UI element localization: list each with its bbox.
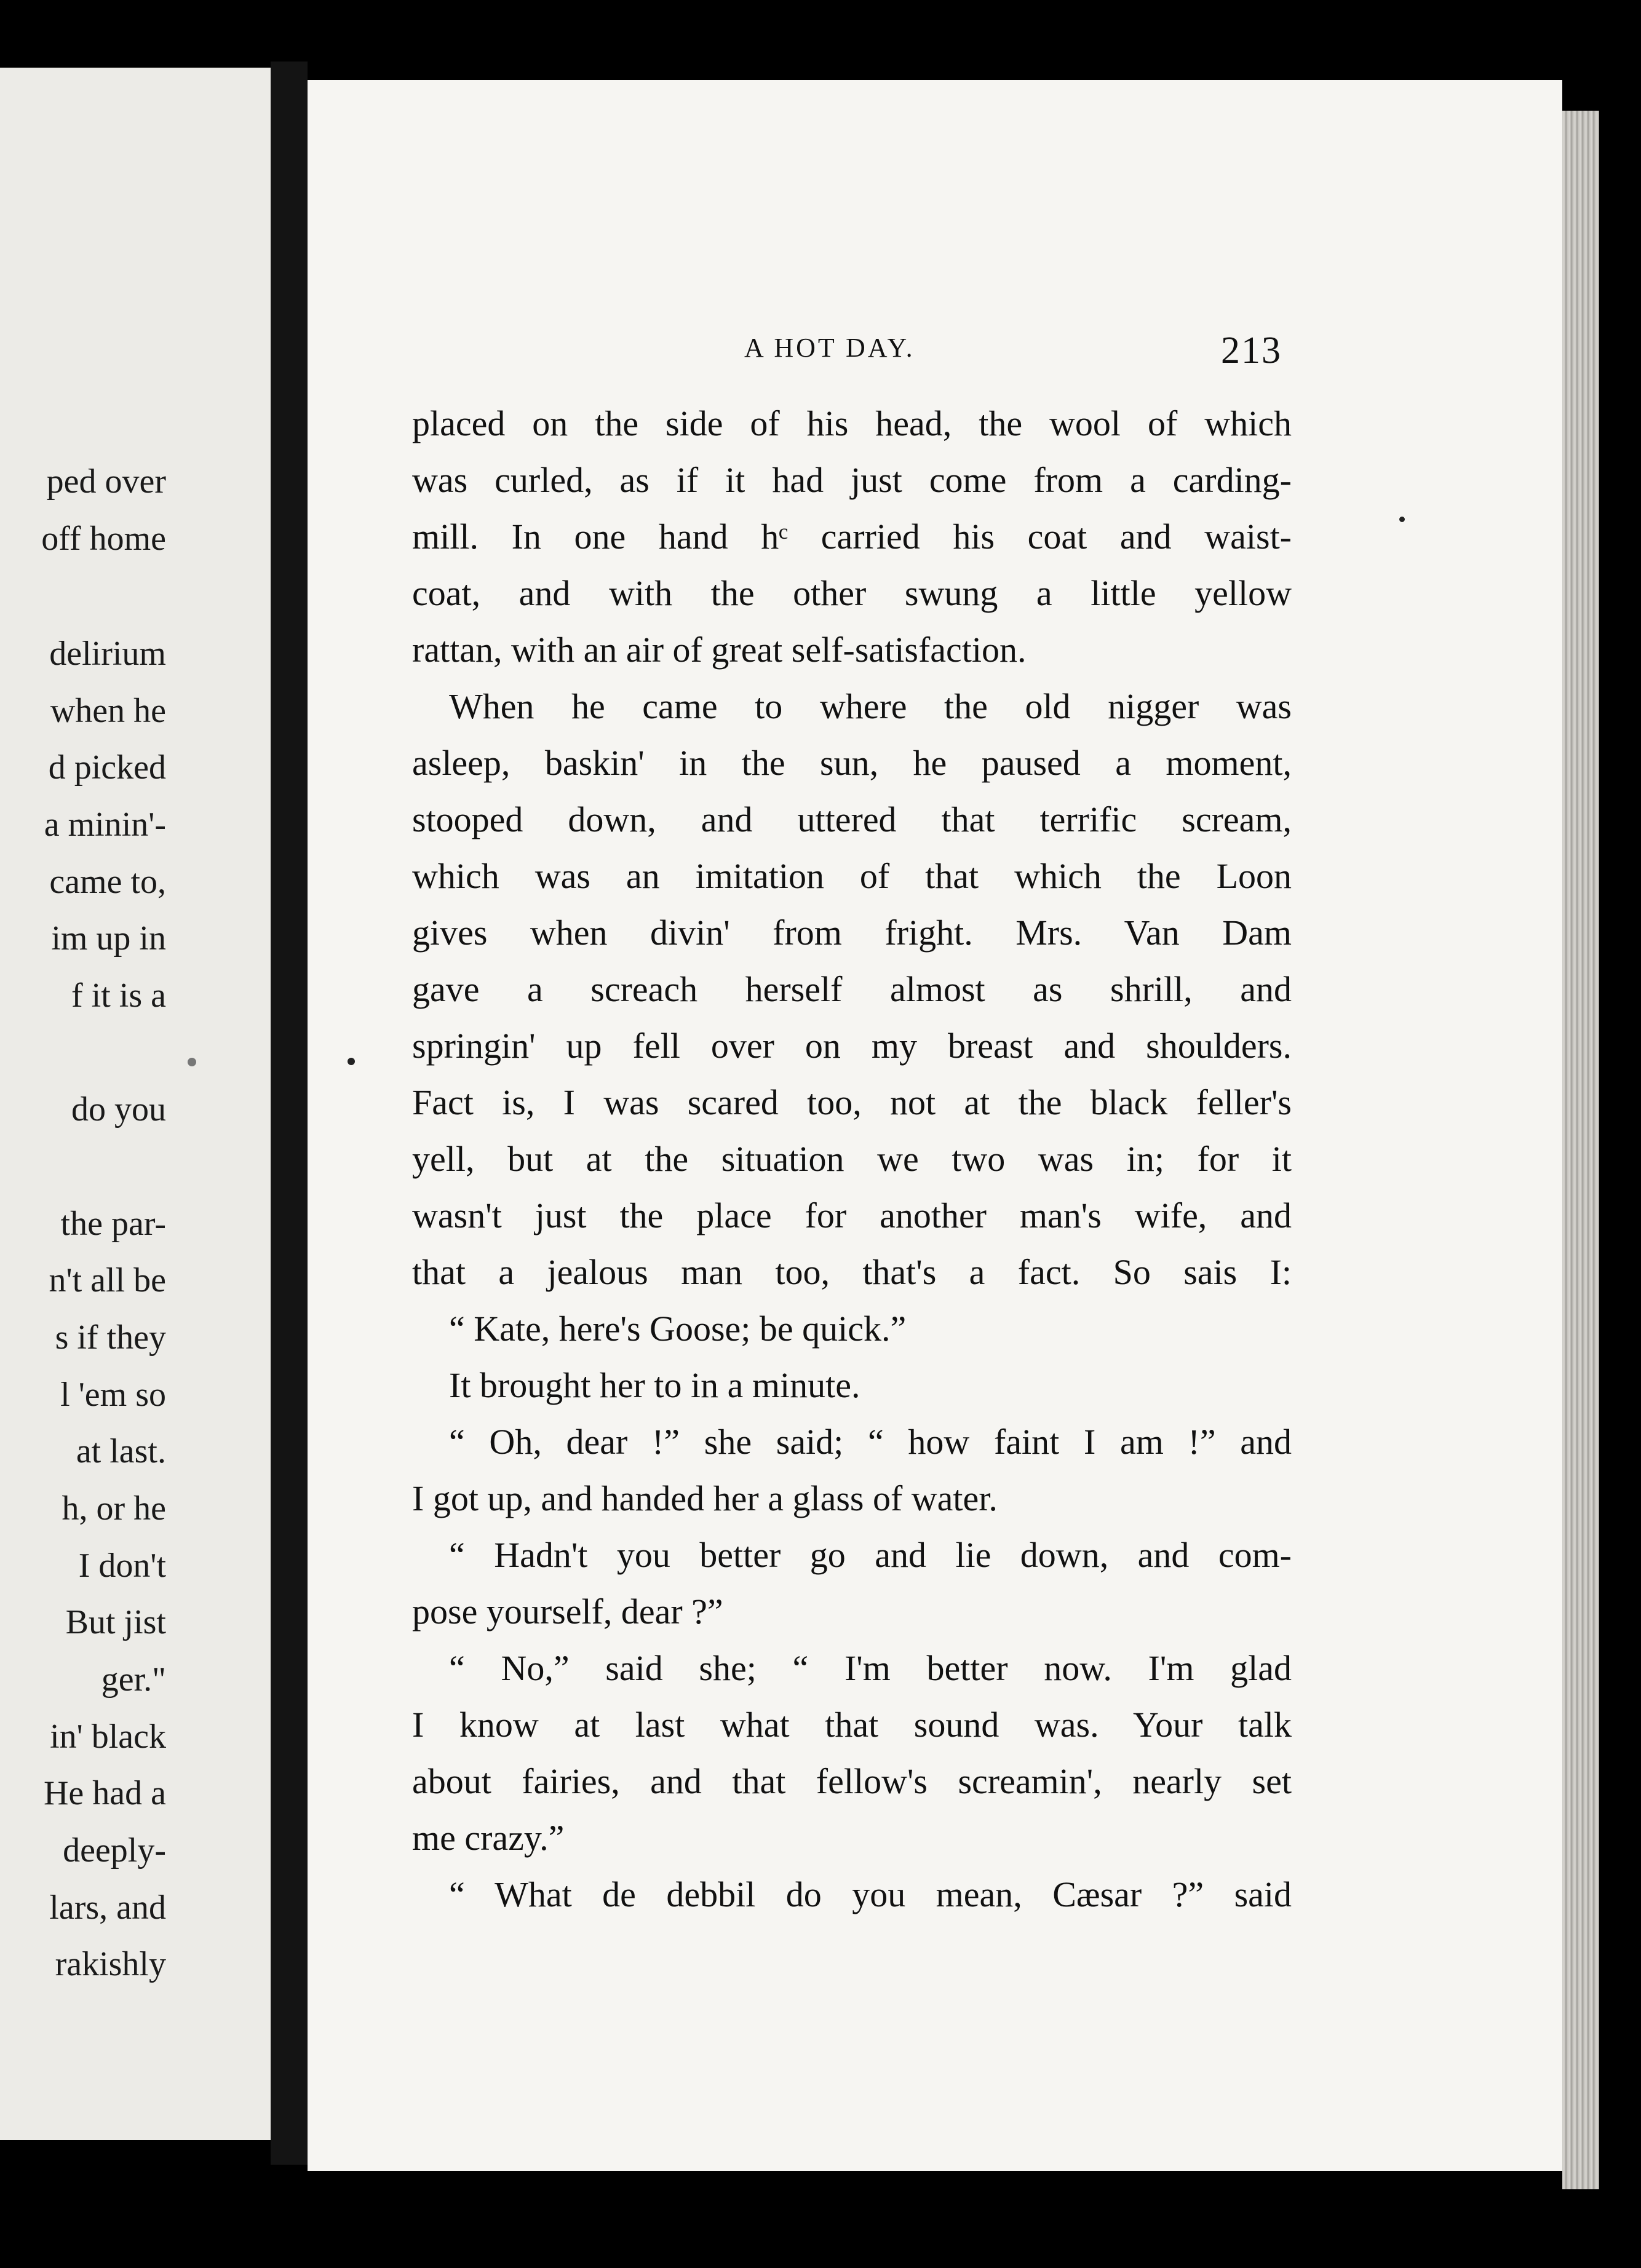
running-head: A HOT DAY.: [744, 333, 915, 363]
text-line: “ No,” said she; “ I'm better now. I'm glad: [449, 1648, 1292, 1688]
text-line: that a jealous man too, that's a fact. So sais I:: [412, 1252, 1292, 1292]
left-page-line: a minin'-: [44, 806, 166, 844]
left-page-line: d picked: [48, 748, 166, 787]
left-page-line: lars, and: [49, 1889, 166, 1927]
text-line: was curled, as if it had just come from a carding-: [412, 460, 1292, 500]
text-line: wasn't just the place for another man's wife, and: [412, 1195, 1292, 1235]
ink-speck: [1399, 517, 1405, 522]
text-line: coat, and with the other swung a little yellow: [412, 573, 1292, 613]
text-line: Fact is, I was scared too, not at the black feller's: [412, 1082, 1292, 1122]
left-page-line: delirium: [49, 635, 166, 673]
left-page-line: deeply-: [63, 1831, 166, 1870]
left-page-line: But jist: [65, 1603, 166, 1641]
text-line: pose yourself, dear ?”: [412, 1592, 723, 1632]
page-edge: [1562, 111, 1599, 2189]
text-line: yell, but at the situation we two was in; for it: [412, 1139, 1292, 1179]
left-page-line: do you: [71, 1090, 166, 1128]
left-page-line: I don't: [78, 1547, 166, 1585]
text-line: “ Oh, dear !” she said; “ how faint I am !” and: [449, 1422, 1292, 1462]
left-page-line: im up in: [51, 919, 166, 958]
text-line: “ What de debbil do you mean, Cæsar ?” said: [449, 1874, 1292, 1914]
text-line: rattan, with an air of great self-satisfaction.: [412, 630, 1027, 670]
text-line: mill. In one hand hᶜ carried his coat and waist-: [412, 517, 1292, 557]
page-number: 213: [1221, 330, 1282, 371]
text-line: me crazy.”: [412, 1818, 565, 1858]
text-line: springin' up fell over on my breast and shoulders.: [412, 1026, 1292, 1066]
ink-speck: [188, 1058, 196, 1066]
left-page-line: ger.": [101, 1660, 166, 1699]
text-line: which was an imitation of that which the Loon: [412, 856, 1292, 896]
text-line: When he came to where the old nigger was: [449, 686, 1292, 726]
book-gutter: [271, 61, 308, 2165]
left-page-line: ped over: [46, 462, 166, 501]
left-page-line: l 'em so: [60, 1376, 166, 1414]
left-page-line: came to,: [49, 863, 166, 901]
text-line: I know at last what that sound was. Your talk: [412, 1705, 1292, 1745]
text-line: “ Kate, here's Goose; be quick.”: [449, 1309, 907, 1349]
left-page-line: f it is a: [71, 977, 166, 1015]
text-line: asleep, baskin' in the sun, he paused a moment,: [412, 743, 1292, 783]
text-line: stooped down, and uttered that terrific scream,: [412, 799, 1292, 839]
ink-speck: [348, 1058, 355, 1065]
left-page-line: off home: [41, 520, 166, 558]
left-page-line: rakishly: [55, 1945, 166, 1983]
text-line: I got up, and handed her a glass of water.: [412, 1478, 998, 1518]
text-line: gives when divin' from fright. Mrs. Van Dam: [412, 913, 1292, 953]
text-line: gave a screach herself almost as shrill, and: [412, 969, 1292, 1009]
left-page-line: He had a: [43, 1774, 166, 1812]
text-line: “ Hadn't you better go and lie down, and com-: [449, 1535, 1292, 1575]
left-page-line: h, or he: [62, 1489, 166, 1528]
text-line: It brought her to in a minute.: [449, 1365, 860, 1405]
left-page-line: n't all be: [49, 1261, 166, 1299]
left-page-line: the par-: [60, 1205, 166, 1243]
left-page-line: s if they: [55, 1318, 166, 1357]
left-page-line: in' black: [50, 1718, 166, 1756]
text-line: about fairies, and that fellow's screamin', nearly set: [412, 1761, 1292, 1801]
left-page: [0, 68, 271, 2140]
text-line: placed on the side of his head, the wool of which: [412, 403, 1292, 443]
left-page-line: at last.: [76, 1432, 166, 1470]
left-page-line: when he: [50, 692, 166, 730]
